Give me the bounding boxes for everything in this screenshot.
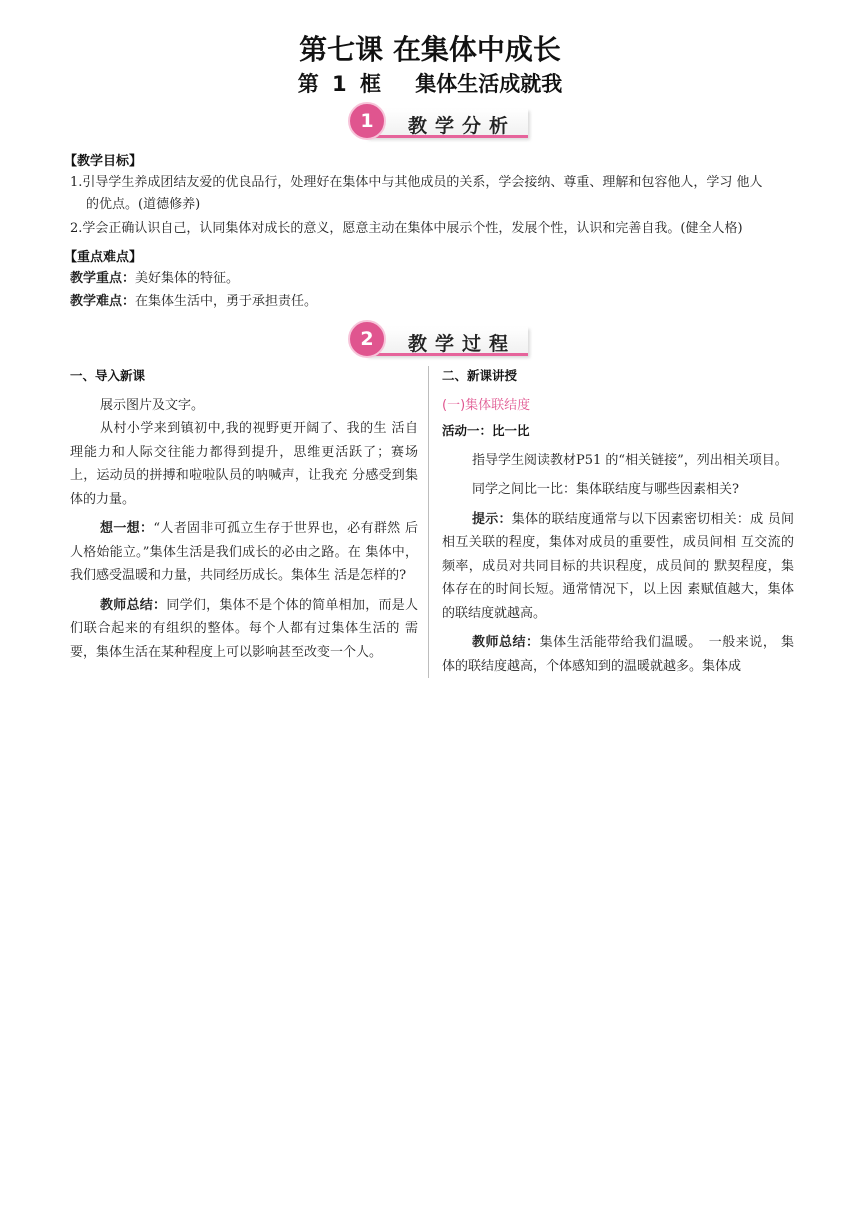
number-circle-icon: 1 xyxy=(348,102,386,140)
difficult-point xyxy=(70,291,317,313)
goals-heading: 【教学目标】 xyxy=(64,154,143,169)
right-column xyxy=(442,364,794,678)
activity-title: 活动一：比一比 xyxy=(442,423,530,438)
key-points-heading: 【重点难点】 xyxy=(64,250,143,265)
think-label: 想一想： xyxy=(100,521,154,536)
lesson-subtitle: 第 1 框 集体生活成就我 xyxy=(297,72,563,96)
think-paragraph xyxy=(70,517,418,588)
left-summary-label: 教师总结： xyxy=(100,597,167,613)
hint-paragraph xyxy=(442,508,794,626)
key-point-label: 教学重点： xyxy=(70,271,136,286)
right-summary-label: 教师总结： xyxy=(472,635,540,650)
hint-text: 集体的联结度通常与以下因素密切相关：成 员间相互关联的程度，集体对成员的重要性，成员间相 互交流的频率，成员对共同目标的共识程度，成员间的 默契程度，集体存在的时间长短。通常情况下，以上因 素赋值越大，集体的联结度就越高。 xyxy=(442,511,794,621)
hint-label: 提示： xyxy=(472,511,512,527)
think-text: “人者固非可孤立生存于世界也，必有群然 后人格始能立。”集体生活是我们成长的必由之路。在 集体中，我们感受温暖和力量，共同经历成长。集体生 活是怎样的? xyxy=(70,521,418,583)
intro-p2: 从村小学来到镇初中,我的视野更开阔了、我的生 活自理能力和人际交往能力都得到提升，思维更活跃了；赛场上，运动员的拼搏和啦啦队员的呐喊声，让我充 分感受到集体的力量。 xyxy=(70,421,418,507)
teaching-process-banner xyxy=(348,320,532,358)
teaching-analysis-banner xyxy=(348,102,532,140)
lesson-title: 第七课 在集体中成长 xyxy=(299,33,561,66)
goal-1 xyxy=(70,172,790,216)
new-lesson-heading: 二、新课讲授 xyxy=(442,368,518,383)
number-circle-icon: 2 xyxy=(348,320,386,358)
goal-1-line1: 1.引导学生养成团结友爱的优良品行，处理好在集体中与其他成员的关系，学会接纳、尊重、理解和包容他人，学习 他人 xyxy=(70,175,763,190)
difficult-point-value: 在集体生活中，勇于承担责任。 xyxy=(135,294,318,309)
goal-1-line2: 的优点。(道德修养) xyxy=(86,197,201,212)
intro-heading: 一、导入新课 xyxy=(70,368,146,383)
key-point xyxy=(70,268,239,290)
difficult-point-label: 教学难点： xyxy=(70,294,136,309)
left-summary-text: 同学们，集体不是个体的简单相加，而是人 们联合起来的有组织的整体。每个人都有过集体生活的 需要，集体生活在某种程度上可以影响甚至改变一个人。 xyxy=(70,597,418,660)
banner-label: 教学过程 xyxy=(408,333,517,355)
section-title: (一)集体联结度 xyxy=(442,397,531,413)
right-summary xyxy=(442,631,794,678)
key-point-value: 美好集体的特征。 xyxy=(135,271,240,286)
column-divider xyxy=(428,366,429,678)
goal-2: 2.学会正确认识自己，认同集体对成长的意义，愿意主动在集体中展示个性，发展个性，认识和完善自我。(健全人格) xyxy=(70,221,743,236)
right-summary-text: 集体生活能带给我们温暖。 一般来说， 集体的联结度越高，个体感知到的温暖就越多。集体成 xyxy=(442,635,794,674)
banner-label: 教学分析 xyxy=(408,115,517,137)
intro-p1: 展示图片及文字。 xyxy=(100,397,205,413)
left-column xyxy=(70,364,418,664)
left-summary xyxy=(70,594,418,665)
activity-p2: 同学之间比一比：集体联结度与哪些因素相关? xyxy=(472,482,739,497)
activity-p1: 指导学生阅读教材P51 的“相关链接”，列出相关项目。 xyxy=(472,452,788,468)
